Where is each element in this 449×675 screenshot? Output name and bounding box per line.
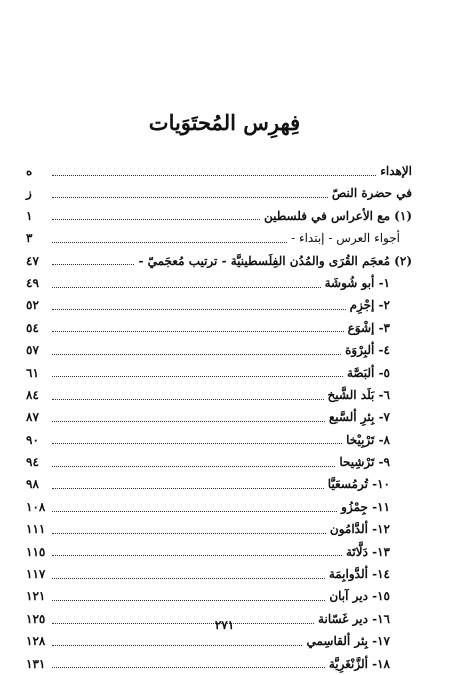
toc-entry-text: (١) مع الأعراس في فلسطين: [263, 208, 412, 223]
toc-entry-page: ٤٩: [26, 275, 39, 290]
toc-entry-text: في حضرة النصّ: [331, 186, 412, 201]
toc-entry-page: ٤٧: [26, 253, 39, 268]
toc-row: [26, 160, 412, 182]
toc-entry-text: ٦- بَلَد الشَّيخ: [327, 387, 390, 402]
toc-entry-text: ١٦- دير غَسّانة: [318, 611, 390, 626]
toc-leader-dots: [52, 287, 321, 288]
toc-entry-page: ٦١: [26, 365, 39, 380]
toc-row: [26, 384, 412, 406]
toc-leader-dots: [52, 309, 346, 310]
toc-leader-dots: [52, 555, 342, 556]
toc-row: [26, 585, 412, 607]
toc-leader-dots: [52, 511, 337, 512]
toc-row: [26, 339, 412, 361]
page-number: ٢٧١: [214, 618, 235, 632]
toc-entry-text: ٥- ألبَصَّة: [346, 365, 390, 380]
toc-row: [26, 362, 412, 384]
toc-entry-text: ١٤- ألدَّوابِمَة: [328, 567, 390, 582]
toc-leader-dots: [52, 331, 344, 332]
toc-entry-page: ٩٨: [26, 477, 39, 492]
toc-entry-page: ٣: [26, 231, 33, 246]
toc-leader-dots: [52, 399, 324, 400]
toc-row: [26, 182, 412, 204]
toc-leader-dots: [52, 600, 325, 601]
toc-entry-page: ١٢١: [26, 589, 46, 604]
toc-entry-page: ٩٠: [26, 432, 39, 447]
toc-entry-page: ١١٧: [26, 567, 46, 582]
toc-row: [26, 496, 412, 518]
toc-entry-text: (٢) مُعجَم القُرَى والمُدُن الفِلَسطينيَّة - ترتيب مُعجَميّ -: [138, 253, 412, 268]
toc-entry-text: ٧- بِئرِ ألسَّبع: [328, 410, 390, 425]
toc-entry-text: ١- أبو شُوشَة: [324, 275, 390, 290]
toc-row: [26, 541, 412, 563]
toc-row: [26, 429, 412, 451]
toc-leader-dots: [52, 197, 328, 198]
toc-entry-page: ١: [26, 208, 33, 223]
toc-row: [26, 317, 412, 339]
toc-entry-text: ١٥- دير آبان: [329, 589, 390, 604]
toc-leader-dots: [52, 354, 341, 355]
toc-leader-dots: [52, 175, 376, 176]
toc-entry-page: ٨٤: [26, 387, 39, 402]
toc-entry-page: ٥٤: [26, 320, 39, 335]
table-of-contents: [26, 160, 412, 675]
toc-entry-text: الإهداء: [380, 164, 412, 178]
toc-leader-dots: [52, 578, 325, 579]
toc-entry-text: ٤- ألبِرْوَة: [345, 343, 390, 358]
toc-row: [26, 227, 412, 249]
toc-title: فِهرِس المُحتَوَيات: [148, 110, 301, 135]
toc-leader-dots: [52, 533, 326, 534]
toc-entry-text: ٣- إشْوَع: [347, 320, 390, 335]
toc-entry-text: ١٧- بِئر ألقاسِمي: [306, 634, 390, 649]
toc-entry-text: ٨- تَرْبِيْخا: [346, 432, 390, 447]
toc-entry-text: ١٣- دَلَّاتَة: [345, 544, 390, 559]
toc-leader-dots: [52, 645, 302, 646]
toc-entry-page: ١٣١: [26, 656, 46, 671]
toc-row: [26, 451, 412, 473]
toc-entry-text: ١٨- ألزَّنْغَرِيَّة: [328, 656, 390, 671]
toc-entry-page: ١٢٥: [26, 611, 46, 626]
toc-entry-text: ١٢- ألدَّامُون: [329, 522, 390, 537]
toc-entry-page: ٥٢: [26, 298, 39, 313]
toc-leader-dots: [52, 443, 342, 444]
toc-row: [26, 518, 412, 540]
toc-entry-text: أجواء العرس - إبتداء -: [291, 231, 400, 246]
toc-row: [26, 250, 412, 272]
toc-entry-page: ١٢٨: [26, 634, 46, 649]
toc-leader-dots: [52, 466, 335, 467]
toc-row: [26, 653, 412, 675]
toc-row: [26, 563, 412, 585]
toc-entry-text: ١٠- تُرمُسعَيَّا: [327, 477, 390, 492]
toc-entry-text: ١١- جِمْزُو: [341, 499, 390, 514]
toc-entry-text: ٩- تَرْشِيحا: [339, 455, 390, 470]
toc-entry-page: ه: [26, 164, 33, 178]
toc-row: [26, 406, 412, 428]
toc-row: [26, 630, 412, 652]
toc-entry-text: ٢- إجْزِم: [349, 298, 390, 313]
toc-entry-page: ز: [26, 186, 32, 201]
toc-entry-page: ٨٧: [26, 410, 39, 425]
toc-entry-page: ١١٥: [26, 544, 46, 559]
toc-entry-page: ١٠٨: [26, 499, 46, 514]
toc-entry-page: ٩٤: [26, 455, 39, 470]
toc-leader-dots: [52, 376, 343, 377]
toc-leader-dots: [52, 219, 260, 220]
toc-row: [26, 272, 412, 294]
toc-leader-dots: [52, 264, 134, 265]
toc-entry-page: ١١١: [26, 522, 46, 537]
toc-leader-dots: [52, 488, 324, 489]
toc-leader-dots: [52, 242, 287, 243]
toc-leader-dots: [52, 421, 325, 422]
toc-row: [26, 294, 412, 316]
toc-row: [26, 473, 412, 495]
toc-row: [26, 205, 412, 227]
toc-leader-dots: [52, 667, 325, 668]
toc-entry-page: ٥٧: [26, 343, 39, 358]
